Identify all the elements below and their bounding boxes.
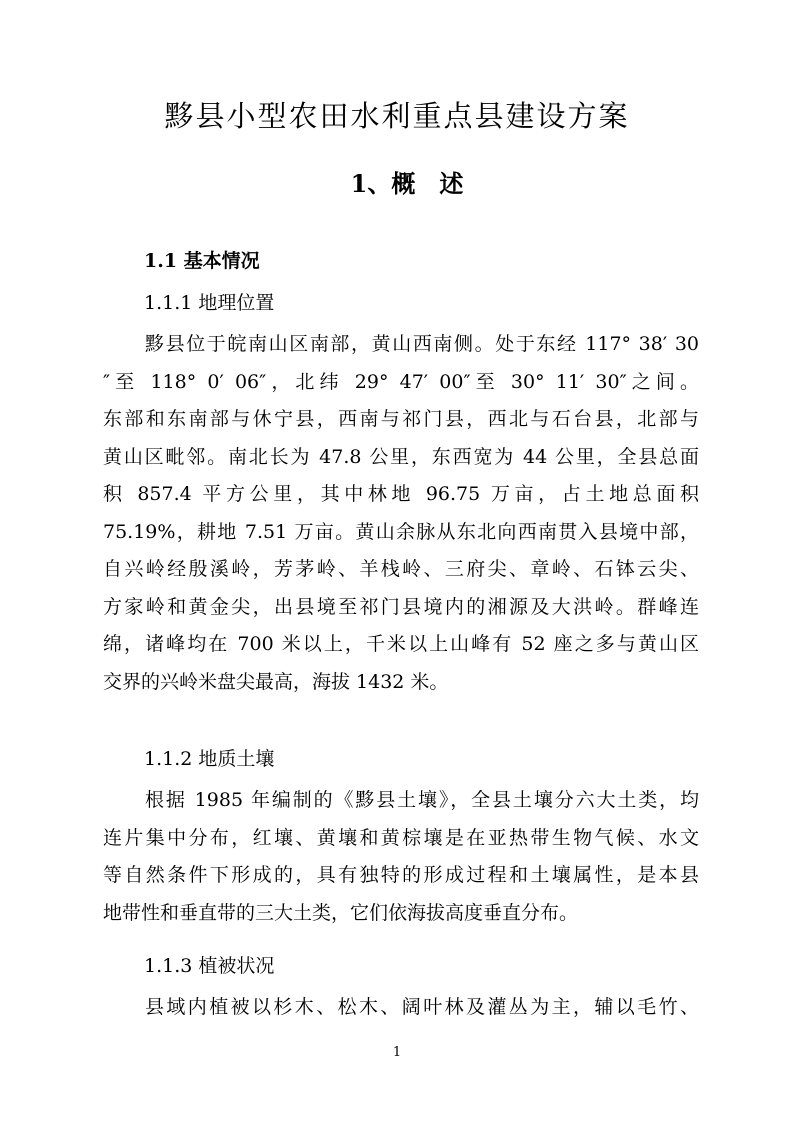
text-line: 75.19%，耕地 7.51 万亩。黄山余脉从东北向西南贯入县境中部， [103, 520, 699, 543]
text-line: 东部和东南部与休宁县，西南与祁门县，西北与石台县，北部与 [103, 408, 699, 430]
chapter-heading: 1、概 述 [350, 169, 464, 198]
subsection-heading-1-1-3: 1.1.3 植被状况 [144, 955, 275, 977]
document-title: 黟县小型农田水利重点县建设方案 [164, 99, 630, 133]
text-line: 交界的兴岭米盘尖最高，海拔 1432 米。 [103, 670, 449, 693]
subsection-heading-1-1-1: 1.1.1 地理位置 [144, 292, 275, 314]
text-line: 自兴岭经殷溪岭，芳茅岭、羊栈岭、三府尖、章岭、石钵云尖、 [103, 558, 699, 580]
subsection-heading-1-1-2: 1.1.2 地质土壤 [144, 748, 275, 770]
paragraph-location [103, 326, 699, 701]
paragraph-soil [103, 782, 699, 932]
text-line: ″至 118° 0′ 06″，北纬 29° 47′ 00″至 30° 11′ 30″之间。 [103, 370, 699, 393]
page-number: 1 [392, 1045, 402, 1060]
text-line: 黄山区毗邻。南北长为 47.8 公里，东西宽为 44 公里，全县总面 [103, 445, 699, 468]
text-line: 地带性和垂直带的三大土类，它们依海拔高度垂直分布。 [103, 901, 579, 924]
section-heading-1-1: 1.1 基本情况 [144, 250, 260, 272]
text-line: 黟县位于皖南山区南部，黄山西南侧。处于东经 117° 38′ 30 [145, 333, 699, 355]
text-line: 积 857.4 平方公里，其中林地 96.75 万亩，占土地总面积 [103, 483, 699, 505]
paragraph-vegetation [103, 989, 699, 1027]
text-line: 连片集中分布，红壤、黄壤和黄棕壤是在亚热带生物气候、水文 [103, 826, 699, 849]
text-line: 等自然条件下形成的，具有独特的形成过程和土壤属性，是本县 [103, 864, 699, 886]
text-line: 绵，诸峰均在 700 米以上，千米以上山峰有 52 座之多与黄山区 [103, 633, 699, 655]
text-line: 方家岭和黄金尖，出县境至祁门县境内的湘源及大洪岭。群峰连 [103, 595, 699, 618]
text-line: 根据 1985 年编制的《黟县土壤》，全县土壤分六大土类，均 [145, 789, 699, 811]
text-line: 县域内植被以杉木、松木、阔叶林及灌丛为主，辅以毛竹、 [145, 996, 699, 1018]
